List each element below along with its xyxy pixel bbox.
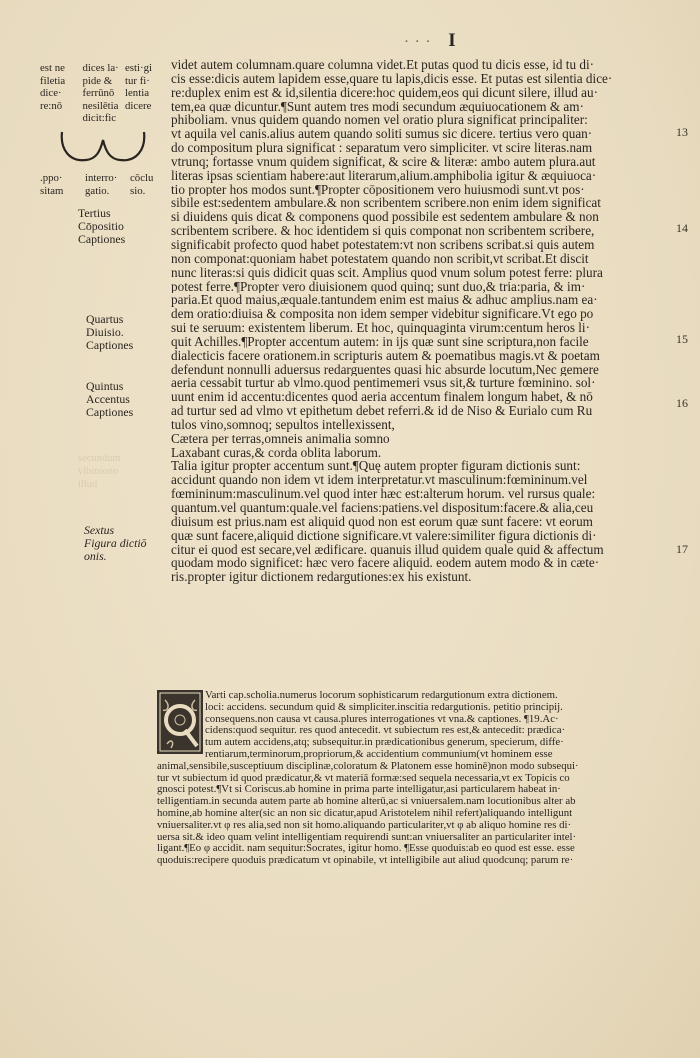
text-line: tulos vino,somnoq; sepultos intellexissent, [171,417,395,432]
text-line: Talia igitur propter accentum sunt.¶Quę autem propter figuram dictionis sunt: [171,459,581,474]
gloss-cell: nesilētia [82,99,119,112]
gloss-cell: filetia [40,74,66,87]
ghost-line: illud [78,479,98,490]
header-dots: · · · [404,34,432,50]
marginal-gloss-top [40,62,165,125]
margin-number: 16 [676,396,688,410]
margin-heading-tertius [78,207,125,246]
scholia-line: vniuersaliter.vt φ res alia,sed non sit homo.aliquando particulariter,vt φ ab aliquo homine res di· [157,819,572,831]
heading-line: Accentus [86,392,130,406]
scholia-commentary [157,690,669,867]
gloss-cell [40,112,80,125]
gloss-cell: dicere [125,99,152,112]
gloss-cell: pide & [82,74,113,87]
text-line: ris.propter igitur dictionem redargutiones:ex his existunt. [171,570,472,585]
text-line: potest ferre.¶Propter vero diuisionem quod quinq; sunt duo,& tria:paria, & im· [171,279,586,294]
text-line: vt aquila vel canis.alius autem quando soliti sumus sic dicere. tertius vero quan· [171,127,593,142]
margin-number: 15 [676,332,688,346]
gloss-cell: sio. [130,184,146,197]
gloss-row [40,87,165,100]
gloss-cell: re:nō [40,99,63,112]
margin-heading-quartus [86,313,133,352]
gloss-row [40,185,170,198]
text-line: videt autem columnam.quare columna videt.Et putas quod tu dicis esse, id tu di· [171,58,595,72]
margin-number: 13 [676,125,688,139]
scholia-line: animal,sensibile,susceptiuum disciplinæ,coloratum & Platonem esse hominē)non modo subsequi· [157,760,579,772]
gloss-cell: est ne [40,62,65,74]
text-line: dialecticis facere orationem.in scripturis autem & poematibus magis.vt & poetam [171,348,600,363]
margin-number: 14 [676,221,688,235]
gloss-cell: esti·gi [125,62,152,74]
text-line: re:duplex enim est & id,silentia dicere:hoc quidem,eos qui dicunt silere, illud au· [171,85,599,100]
heading-line: Captiones [86,405,134,419]
text-line: citur ei quod est secare,vel ædificare. quanuis illud quidem quale quid & affectum [171,542,604,557]
text-line: si diuidens quis dicat & componens quod possibile est sedentem ambulare & non [171,210,599,225]
scholia-line: rentiarum,terminorum,propriorum,& accidentium communium(vt hominem esse [205,748,553,760]
text-line: fœmininum:masculinum.vel quod inter hæc est:alterum horum. vel rursus quale: [171,487,596,501]
heading-line: onis. [84,549,107,563]
margin-heading-quintus [86,380,133,419]
text-line: tem,ea quæ dicuntur.¶Sunt autem tres modi secundum æquiuocationem & am· [171,99,584,114]
marginal-gloss-middle [40,172,170,197]
text-line: defendunt nonnulli aduersus redarguentes quasi hic absurde locutum,Nec gemere [171,362,599,377]
scholia-line: uersa sit.& ideo quam velint intelligentiam requirendi sunt:an vniuersaliter an particulariter intel· [157,831,577,843]
scholia-line: tum autem accidens,atq; subsequitur.in prædicationibus generum, specierum, diffe· [205,737,564,749]
scholia-line: ligant.¶Eo φ accidit. nam sequitur:Socrates, igitur homo. ¶Esse quoduis:ab eo quod est esse. esse [157,843,575,855]
gloss-row [40,75,165,88]
gloss-cell: sitam [40,184,64,197]
margin-heading-sextus [84,524,147,563]
verse-line: Laxabant curas,& corda oblita laborum. [171,444,382,460]
text-line: uunt enim id accentu:dicentes quod aeria accentum finalem longum habet, & nō [171,390,593,405]
text-line: non componat:quoniam habet potestatem quando non scribit,vt scribat.Et discit [171,251,589,266]
scholia-line: cidens:quod sequitur. res quod antecedit. vt subiectum res est,& antecedit: prædica· [205,725,566,737]
scholia-line: quoduis:recipere quoduis prædicatum vt opinabile, vt intelligibile aut aliud quodcunq; parum re· [157,855,574,867]
text-line: sibile est:sedentem ambulare.& non scribentem scribere.non enim idem significat [171,196,601,211]
heading-line: Captiones [78,232,126,246]
scholia-line: consequens.non causa vt causa.plures interrogationes vt vna.& captiones. ¶19.Ac· [205,713,559,725]
text-line: nunc literas:si quis didicit quas scit. Amplius quod vnum solum potest ferre: plura [171,265,603,280]
gloss-cell: dice· [40,87,62,99]
scholia-line: Varti cap.scholia.numerus locorum sophisticarum redargutionum extra dictionem. [205,690,558,701]
text-line: cis esse:dicis autem lapidem esse,quare tu lapis,dicis esse. Et putas est silentia dice· [171,71,613,86]
brace-ornament-icon [58,130,148,166]
gloss-cell: cōclu [130,172,154,184]
text-line: paria.Et quod maius,æquale.tantundem enim est maius & adhuc amplius.nam ea· [171,293,598,308]
page-header [404,30,484,52]
text-line: significabit profecto quod habet potestatem:vt non scribens scribat.si quis autem [171,237,595,252]
heading-line: Sextus [84,523,115,537]
heading-line: Quintus [86,379,124,393]
ghost-line: secundum [78,453,121,464]
scholia-line: gnosci potest.¶Vt si Coriscus.ab homine in prima parte intelligatur,asi particularem habeat in· [157,784,561,796]
heading-line: Quartus [86,312,124,326]
text-line: scribentem scribere. & hoc identidem si quis componat non scribentem scribere, [171,224,595,238]
text-line: do compositum plura significat : separatum vero simpliciter. vt scire literas.nam [171,141,593,155]
scholia-line: loci: accidens. secundum quid & simpliciter.inscitia redargutionis. petitio principij. [205,701,563,713]
gloss-row [40,100,165,113]
heading-line: Captiones [86,338,134,352]
heading-line: Cōpositio [78,219,124,233]
main-text-block [171,58,671,584]
text-line: quantum.vel quantum:quale.vel faciens:patiens.vel dispositum:facere.& alia,ceu [171,501,594,515]
text-line: quodam modo significet: hæc vero facere aliquid. eodem autem modo & in cæte· [171,556,600,571]
gloss-cell [125,112,165,125]
scholia-line: homine,ab homine alter(sic an non sic dicatur,apud Aristotelem nihil refert)aliquando intelligunt [157,807,573,819]
heading-line: Tertius [78,206,111,220]
text-line: phiboliam. vnus quidem quando nomen vel oratio plura significat principaliter: [171,113,588,128]
gloss-row [40,62,165,75]
gloss-cell: gatio. [85,184,110,197]
gloss-row [40,112,165,125]
text-line: dem oratio:diuisa & composita non idem semper videbitur significare.Vt ego po [171,307,594,322]
text-line: diuisum est prius.nam est aliquid quod non est eorum quæ sunt facere: vt eorum [171,514,593,529]
scholia-line: telligentiam.in secunda autem parte ab homine alterū,ac si vniuersalem.nam locutionibus alter ab [157,796,576,808]
text-line: aeria cessabit turtur ab vlmo.quod pentimemeri vsus sit,& turture fœminino. sol· [171,376,596,391]
text-line: accidunt quando non idem vt idem interpretatur.vt masculinum:fœmininum.vel [171,473,588,488]
text-line: vtrunq; fortasse vnum quidem significat, & scire & literæ: ambo autem plura.aut [171,154,596,169]
text-line: literas ipsas scientiam habere:aut literarum,alium.amphibolia igitur & æquiuoca· [171,168,597,183]
margin-number: 17 [676,542,688,556]
heading-line: Figura dictiō [84,536,147,550]
gloss-cell: dicit:fic [82,112,117,124]
gloss-cell: ferrūnō [82,87,115,99]
heading-line: Diuisio. [86,325,124,339]
page-number: I [448,30,457,51]
gloss-cell: lentia [125,87,149,99]
text-line: quit Achilles.¶Propter accentum autem: in ijs quæ sunt sine scriptura,non facile [171,334,589,349]
text-line: quæ sunt facere,aliquid dictione significare.vt valere:similiter figura dictionis di· [171,528,597,543]
gloss-cell: .ppo· [40,172,63,184]
gloss-row [40,172,170,185]
verse-line: Cætera per terras,omneis animalia somno [171,430,390,446]
gloss-cell: dices la· [82,62,119,74]
scholia-line: tur vt subiectum id quod prædicatur,& vt materiā formæ:sed sequela necessaria,vt ex Topicis co [157,772,570,784]
ghost-line: vlbiniono [78,466,119,477]
text-line: ad turtur sed ad vlmo vt epithetum debet referri.& id de Niso & Eurialo cum Ru [171,404,593,418]
bleed-through-text [78,452,121,491]
text-line: tio propter hos modos sunt.¶Propter cōpositionem vero huiusmodi sunt.vt pos· [171,182,585,197]
gloss-cell: tur fi· [125,74,150,87]
gloss-cell: interro· [85,172,118,184]
text-line: sui te seruum: existentem liberum. Et hoc, quinquaginta virum:centum heros li· [171,321,590,335]
